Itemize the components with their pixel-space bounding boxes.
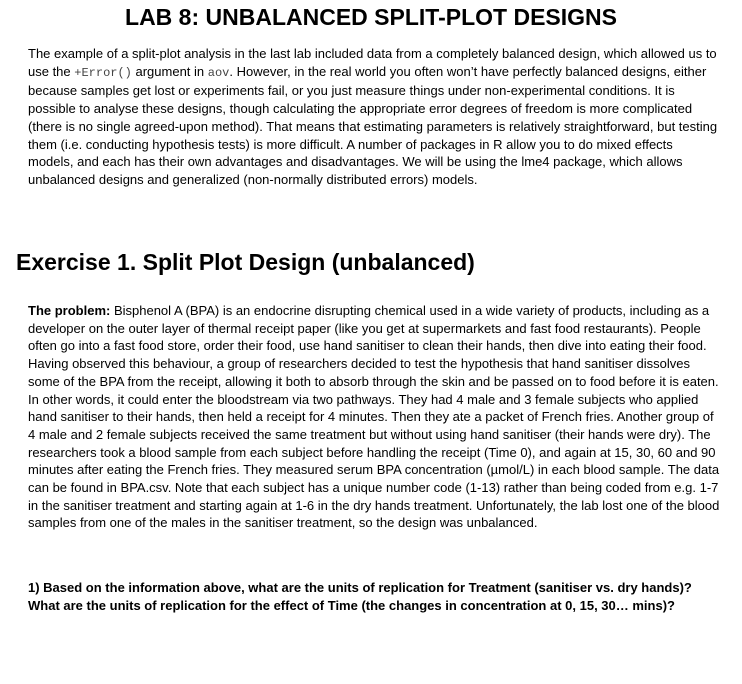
lab-title: LAB 8: UNBALANCED SPLIT-PLOT DESIGNS bbox=[125, 4, 617, 30]
problem-lead: The problem: bbox=[28, 303, 111, 318]
question-1: 1) Based on the information above, what are the units of replication for Treatment (sanitiser vs. dry hands)? What are the units of replication for the effect of Time (the changes in concentration at 0, 15, 30… mins)? bbox=[28, 580, 692, 613]
intro-text-part2: argument in bbox=[131, 63, 208, 79]
aov-code-snippet: aov bbox=[207, 65, 230, 80]
problem-paragraph bbox=[28, 302, 720, 532]
intro-text-part1: The example of a split-plot analysis in the last lab included data from a completely balanced design, which allowed us to use the bbox=[28, 46, 717, 79]
intro-paragraph bbox=[28, 45, 720, 189]
intro-text-part3: . However, in the real world you often won’t have perfectly balanced designs, either because samples get lost or experiments fail, or you just measure things under non-experimental conditions. It is possible to analyse these designs, though calculating the appropriate error degrees of freedom is more complicated (there is no single agreed-upon method). That means that estimating parameters is relatively straightforward, but testing them (i.e. conducting hypothesis tests) is more difficult. A number of packages in R allow you to do mixed effects models, and each has their own advantages and disadvantages. We will be using the lme4 package, which allows unbalanced designs and generalized (non-normally distributed errors) models. bbox=[28, 63, 718, 187]
problem-text: Bisphenol A (BPA) is an endocrine disrupting chemical used in a wide variety of products, including as a developer on the outer layer of thermal receipt paper (like you get at supermarkets and fast food restaurants). People often go into a fast food store, order their food, use hand sanitiser to clean their hands, then dive into eating their food. Having observed this behaviour, a group of researchers decided to test the hypothesis that hand sanitiser dissolves some of the BPA from the receipt, allowing it both to absorb through the skin and be passed on to food before it is eaten. In other words, it could enter the bloodstream via two pathways. They had 4 male and 3 female subjects who applied hand sanitiser to their hands, then held a receipt for 4 minutes. Then they ate a packet of French fries. Another group of 4 male and 2 female subjects received the same treatment but without using hand sanitiser (their hands were dry). The researchers took a blood sample from each subject before handling the receipt (Time 0), and again at 15, 30, 60 and 90 minutes after eating the French fries. They measured serum BPA concentration (µmol/L) in each blood sample. The data can be found in BPA.csv. Note that each subject has a unique number code (1-13) rather than being coded from e.g. 1-7 in the sanitiser treatment and starting again at 1-6 in the dry hands treatment. Unfortunately, the lab lost one of the blood samples from one of the males in the sanitiser treatment, so the design was unbalanced. bbox=[28, 303, 720, 531]
exercise-heading: Exercise 1. Split Plot Design (unbalanced) bbox=[16, 249, 475, 275]
error-code-snippet: +Error() bbox=[74, 65, 132, 80]
